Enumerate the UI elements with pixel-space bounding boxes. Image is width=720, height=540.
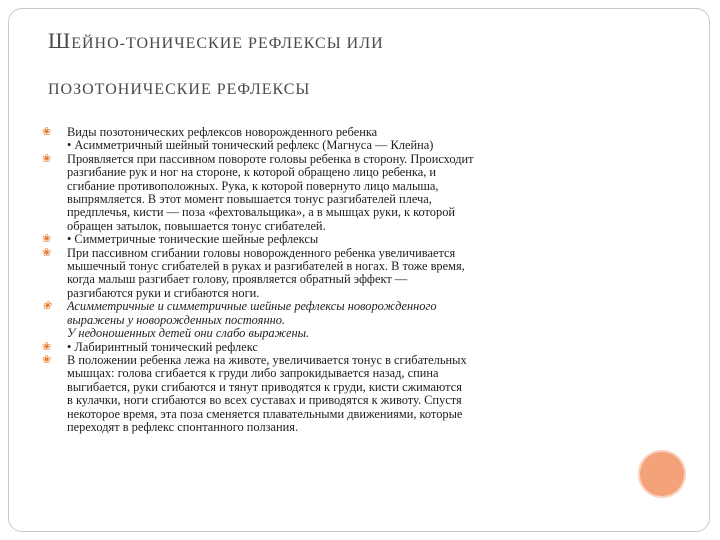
list-item-line: При пассивном сгибании головы новорожденного ребенка увеличивается [67, 245, 456, 260]
list-item-line: мышечный тонус сгибателей в руках и разгибателей в ногах. В тоже время, [67, 259, 465, 274]
list-item-line: • Симметричные тонические шейные рефлексы [67, 232, 319, 247]
fleuron-bullet-icon: ❀ [42, 300, 52, 313]
decorative-circle [638, 450, 686, 498]
title-line-1 [48, 30, 384, 52]
fleuron-bullet-icon: ❀ [42, 152, 52, 165]
list-item-line: переходят в рефлекс спонтанного ползания. [67, 419, 299, 434]
list-item-line: мышцах: голова сгибается к груди либо запрокидывается назад, спина [67, 366, 439, 381]
list-item [42, 153, 632, 233]
list-item [42, 341, 632, 354]
list-item-line: У недоношенных детей они слабо выражены. [67, 326, 310, 341]
list-item-line: В положении ребенка лежа на животе, увеличивается тонус в сгибательных [67, 352, 467, 367]
list-item [42, 300, 632, 340]
list-item-line: выражены у новорожденных постоянно. [67, 312, 286, 327]
title-line-2: ПОЗОТОНИЧЕСКИЕ РЕФЛЕКСЫ [48, 81, 311, 98]
list-item [42, 126, 632, 153]
list-item-line: разгибание рук и ног на стороне, к которой обращено лицо ребенка, и [67, 165, 437, 180]
list-item-line: • Лабиринтный тонический рефлекс [67, 339, 258, 354]
list-item-line: разгибаются руки и сгибаются ноги. [67, 285, 260, 300]
list-item-line: когда малыш разгибает голову, проявляется обратный эффект — [67, 272, 408, 287]
list-item-line: выгибается, руки сгибаются и тянут приводятся к груди, кисти сжимаются [67, 379, 462, 394]
list-item-line: обращен затылок, повышается тонус сгибателей. [67, 218, 326, 233]
list-item-line: Виды позотонических рефлексов новорожденного ребенка [67, 125, 378, 139]
fleuron-bullet-icon: ❀ [42, 233, 52, 246]
list-item-line: в кулачки, ноги сгибаются во всех суставах и приводятся к животу. Спустя [67, 393, 462, 408]
fleuron-bullet-icon: ❀ [42, 340, 52, 353]
list-item-line: • Асимметричный шейный тонический рефлекс (Магнуса — Клейна) [67, 138, 434, 153]
list-item-line: Асимметричные и симметричные шейные рефлексы новорожденного [67, 299, 437, 314]
fleuron-bullet-icon: ❀ [42, 353, 52, 366]
list-item-line: Проявляется при пассивном повороте головы ребенка в сторону. Происходит [67, 151, 474, 166]
fleuron-bullet-icon: ❀ [42, 246, 52, 259]
list-item [42, 354, 632, 434]
bullet-list [42, 126, 632, 434]
list-item-line: сгибание противоположных. Рука, к которой повернуто лицо малыша, [67, 178, 439, 193]
list-item [42, 247, 632, 301]
list-item-line: некоторое время, эта поза сменяется плавательными движениями, которые [67, 406, 463, 421]
title-line-1-text: ЕЙНО-ТОНИЧЕСКИЕ РЕФЛЕКСЫ ИЛИ [71, 35, 384, 52]
title-initial-letter: Ш [48, 28, 72, 53]
list-item [42, 233, 632, 246]
fleuron-bullet-icon: ❀ [42, 126, 52, 138]
list-item-line: выпрямляется. В этот момент повышается тонус разгибателей плеча, [67, 192, 432, 207]
list-item-line: предплечья, кисти — поза «фехтовальщика», а в мышцах руки, к которой [67, 205, 456, 220]
